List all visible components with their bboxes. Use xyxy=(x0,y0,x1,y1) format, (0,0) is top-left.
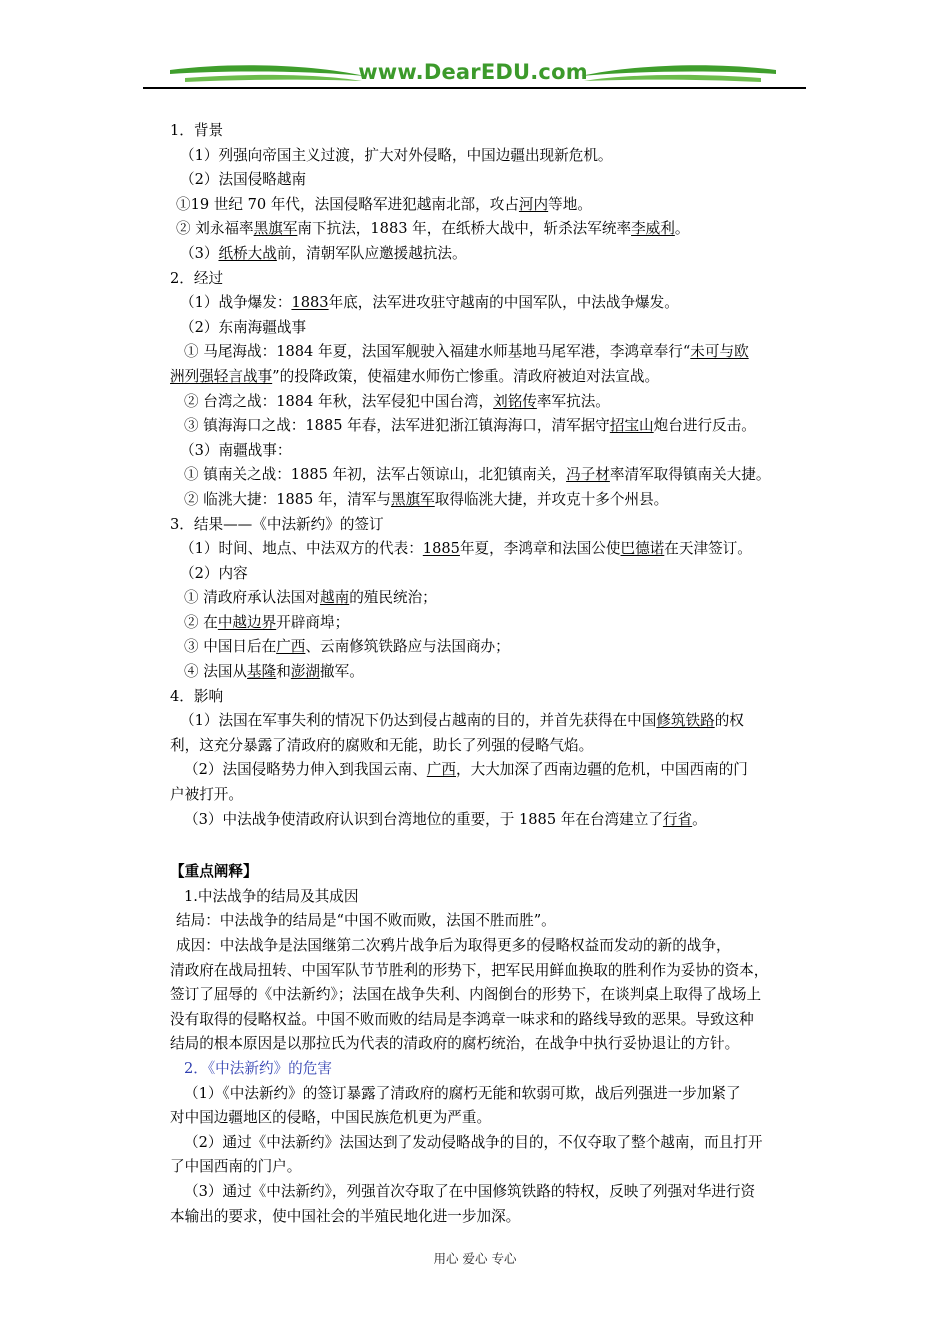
paragraph: （1）《中法新约》的签订暴露了清政府的腐朽无能和软弱可欺，战后列强进一步加紧了 xyxy=(184,1084,741,1102)
underlined-term: 行省 xyxy=(662,810,693,828)
underlined-term: 李威利 xyxy=(631,220,675,238)
paragraph: 成因：中法战争是法国继第二次鸦片战争后为取得更多的侵略权益而发动的新的战争， xyxy=(176,937,731,954)
underlined-term: 黑旗军 xyxy=(390,490,435,508)
paragraph: ① 清政府承认法国对越南的殖民统治； xyxy=(184,589,437,607)
subsection-title: 1.中法战争的结局及其成因 xyxy=(184,887,359,905)
paragraph: （2）东南海疆战事 xyxy=(180,318,307,336)
paragraph: （2）内容 xyxy=(180,564,248,582)
paragraph: 本输出的要求，使中国社会的半殖民地化进一步加深。 xyxy=(170,1207,521,1225)
paragraph: 结局的根本原因是以那拉氏为代表的清政府的腐朽统治，在战争中执行妥协退让的方针。 xyxy=(170,1035,740,1053)
page-footer: 用心 爱心 专心 xyxy=(433,1251,517,1266)
paragraph: ③ 中国日后在广西、云南修筑铁路应与法国商办； xyxy=(184,638,510,656)
underlined-term: 黑旗军 xyxy=(253,220,298,238)
paragraph: （3）南疆战事： xyxy=(180,441,292,459)
paragraph: 清政府在战局扭转、中国军队节节胜利的形势下，把军民用鲜血换取的胜利作为妥协的资本， xyxy=(170,961,769,979)
paragraph: （2）法国侵略势力伸入到我国云南、广西，大大加深了西南边疆的危机，中国西南的门 xyxy=(184,761,748,779)
paragraph: ② 临洮大捷：1885 年，清军与黑旗军取得临洮大捷，并攻克十多个州县。 xyxy=(184,490,669,508)
paragraph: （1）法国在军事失利的情况下仍达到侵占越南的目的，并首先获得在中国修筑铁路的权 xyxy=(180,712,744,730)
underlined-term: 广西 xyxy=(276,638,306,656)
subsection-title: 2．《中法新约》的危害 xyxy=(184,1059,332,1077)
underlined-term: 修筑铁路 xyxy=(656,712,715,730)
header-divider xyxy=(143,87,806,89)
underlined-term: 越南 xyxy=(319,589,350,607)
underlined-term: 澎湖 xyxy=(290,663,321,681)
underlined-term: 1885 xyxy=(422,540,460,558)
underlined-term: 基隆 xyxy=(247,663,277,681)
underlined-term: 巴德诺 xyxy=(620,540,665,558)
underlined-term: 冯子材 xyxy=(566,466,610,484)
underlined-term: 刘铭传 xyxy=(493,392,537,410)
paragraph: ①19 世纪 70 年代，法国侵略军进犯越南北部，攻占河内等地。 xyxy=(176,195,592,213)
underlined-term: 洲列强轻言战事 xyxy=(170,367,273,385)
underlined-term: 纸桥大战 xyxy=(218,244,277,262)
spacer xyxy=(170,832,810,860)
underlined-term: 河内 xyxy=(518,195,549,213)
paragraph: ① 马尾海战：1884 年夏，法国军舰驶入福建水师基地马尾军港，李鸿章奉行“未可与欧 xyxy=(184,343,749,361)
underlined-term: 未可与欧 xyxy=(690,343,749,361)
section-title: 4．影响 xyxy=(170,687,224,705)
paragraph: 结局：中法战争的结局是“中国不败而败，法国不胜而胜”。 xyxy=(176,912,556,930)
site-logo-text: www.DearEDU.com xyxy=(358,60,588,84)
underlined-term: 1883 xyxy=(291,294,329,312)
paragraph: （3）中法战争使清政府认识到台湾地位的重要，于 1885 年在台湾建立了行省。 xyxy=(184,810,707,828)
paragraph: （1）列强向帝国主义过渡，扩大对外侵略，中国边疆出现新危机。 xyxy=(180,146,613,164)
paragraph: ② 在中越边界开辟商埠； xyxy=(184,613,350,631)
paragraph: 签订了屈辱的《中法新约》；法国在战争失利、内阁倒台的形势下，在谈判桌上取得了战场上 xyxy=(170,986,762,1004)
paragraph: 洲列强轻言战事”的投降政策，使福建水师伤亡惨重。清政府被迫对法宣战。 xyxy=(170,367,660,385)
key-points-heading: 【重点阐释】 xyxy=(170,863,258,881)
paragraph: 没有取得的侵略权益。中国不败而败的结局是李鸿章一味求和的路线导致的恶果。导致这种 xyxy=(170,1010,754,1028)
paragraph: 对中国边疆地区的侵略，中国民族危机更为严重。 xyxy=(170,1109,492,1127)
paragraph: （2）通过《中法新约》法国达到了发动侵略战争的目的，不仅夺取了整个越南，而且打开 xyxy=(184,1133,763,1151)
paragraph: （3）纸桥大战前，清朝军队应邀援越抗法。 xyxy=(180,244,467,262)
paragraph: ④ 法国从基隆和澎湖撤军。 xyxy=(184,663,364,681)
underlined-term: 招宝山 xyxy=(609,417,654,435)
paragraph: 了中国西南的门户。 xyxy=(170,1158,302,1176)
paragraph: 利，这充分暴露了清政府的腐败和无能，助长了列强的侵略气焰。 xyxy=(170,736,594,754)
section-title: 1．背景 xyxy=(170,122,224,139)
underlined-term: 中越边界 xyxy=(217,613,277,631)
document-body xyxy=(170,119,810,1229)
paragraph: ② 台湾之战：1884 年秋，法军侵犯中国台湾，刘铭传率军抗法。 xyxy=(184,392,610,410)
paragraph: ③ 镇海海口之战：1885 年春，法军进犯浙江镇海海口，清军据守招宝山炮台进行反击。 xyxy=(184,417,756,435)
section-title: 3．结果——《中法新约》的签订 xyxy=(170,515,384,533)
paragraph: （2）法国侵略越南 xyxy=(180,171,307,189)
underlined-term: 广西 xyxy=(426,761,456,779)
paragraph: （1）战争爆发：1883年底，法军进攻驻守越南的中国军队，中法战争爆发。 xyxy=(180,294,679,312)
paragraph: ① 镇南关之战：1885 年初，法军占领谅山，北犯镇南关，冯子材率清军取得镇南关大捷。 xyxy=(184,466,771,484)
paragraph: （3）通过《中法新约》，列强首次夺取了在中国修筑铁路的特权，反映了列强对华进行资 xyxy=(184,1182,756,1200)
paragraph: 户被打开。 xyxy=(170,786,243,804)
paragraph: ② 刘永福率黑旗军南下抗法，1883 年，在纸桥大战中，斩杀法军统率李威利。 xyxy=(176,220,690,238)
paragraph: （1）时间、地点、中法双方的代表：1885年夏，李鸿章和法国公使巴德诺在天津签订。 xyxy=(180,540,752,558)
section-title: 2．经过 xyxy=(170,269,224,287)
